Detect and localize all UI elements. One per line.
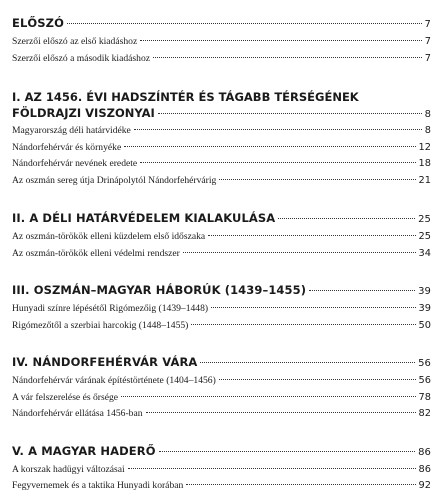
toc-entry-title: Nándorfehérvár nevének eredete [12, 158, 138, 169]
toc-page-number: 56 [418, 375, 431, 386]
toc-page-number: 82 [418, 408, 431, 419]
toc-entry-title: A vár felszerelése és őrsége [12, 391, 119, 403]
toc-entry [12, 229, 431, 246]
toc-heading-title-line2: FÖLDRAJZI VISZONYAI [12, 106, 155, 120]
toc-heading [12, 442, 431, 462]
toc-entry [12, 156, 431, 173]
toc-entry-title: A korszak hadügyi változásai [12, 463, 125, 475]
toc-page-number: 12 [418, 141, 431, 153]
toc-heading-title-line1: I. AZ 1456. ÉVI HADSZÍNTÉR ÉS TÁGABB TÉRSÉGÉNEK [12, 90, 359, 104]
toc-heading-title: III. OSZMÁN–MAGYAR HÁBORÚK (1439–1455) [12, 283, 307, 297]
toc-section-eloszo [12, 14, 431, 67]
toc-section-3 [12, 281, 431, 334]
toc-page-number: 7 [424, 19, 431, 30]
toc-page-number: 86 [418, 446, 431, 458]
toc-entry-title: Nándorfehérvár és környéke [12, 141, 122, 153]
toc-page-number: 34 [418, 247, 431, 259]
toc-heading [12, 89, 431, 123]
dot-leader [278, 218, 415, 219]
toc-section-1 [12, 89, 431, 189]
toc-entry [12, 173, 431, 190]
toc-entry-title: Nándorfehérvár várának építéstörténete (1404–1456) [12, 375, 216, 386]
toc-page-number: 56 [418, 358, 431, 369]
toc-section-5 [12, 442, 431, 495]
toc-entry [12, 373, 431, 390]
dot-leader [211, 307, 415, 308]
dot-leader [208, 235, 415, 236]
toc-page-number: 78 [418, 391, 431, 403]
dot-leader [140, 162, 415, 163]
toc-entry-title: Szerzői előszó a második kiadáshoz [12, 52, 150, 64]
toc-entry [12, 462, 431, 479]
dot-leader [309, 290, 415, 291]
dot-leader [124, 146, 415, 147]
toc-page-number: 7 [424, 52, 431, 64]
toc-section-2 [12, 209, 431, 262]
toc-entry-title: Az oszmán-törökök elleni küzdelem első időszaka [12, 231, 206, 242]
dot-leader [186, 484, 415, 485]
toc-entry-title: Fegyvernemek és a taktika Hunyadi korában [12, 480, 184, 491]
toc-heading-title: IV. NÁNDORFEHÉRVÁR VÁRA [12, 355, 198, 369]
toc-entry [12, 390, 431, 407]
toc-entry [12, 34, 431, 51]
toc-page-number: 50 [418, 319, 431, 331]
toc-heading-title: V. A MAGYAR HADERŐ [12, 443, 156, 458]
dot-leader [134, 129, 422, 130]
toc-page-number: 25 [418, 214, 431, 225]
toc-page-number: 21 [418, 174, 431, 186]
dot-leader [200, 362, 415, 363]
toc-page-number: 86 [418, 463, 431, 475]
dot-leader [191, 324, 415, 325]
toc-page-number: 8 [424, 125, 431, 136]
dot-leader [219, 179, 415, 180]
toc-entry [12, 301, 431, 318]
toc-entry-title: Az oszmán-törökök elleni védelmi rendszer [12, 247, 180, 259]
toc-heading [12, 209, 431, 229]
toc-entry [12, 406, 431, 423]
dot-leader [158, 113, 422, 114]
toc-heading [12, 14, 431, 34]
toc-entry [12, 51, 431, 68]
toc-entry-title: Az oszmán sereg útja Drinápolytól Nándorfehérvárig [12, 174, 217, 186]
dot-leader [146, 412, 416, 413]
toc-page-number: 8 [424, 109, 431, 120]
toc-entry-title: Magyarország déli határvidéke [12, 125, 131, 136]
dot-leader [121, 396, 416, 397]
toc-entry [12, 478, 431, 495]
toc-heading [12, 353, 431, 373]
toc-entry [12, 318, 431, 335]
toc-heading [12, 281, 431, 301]
toc-entry-title: Rigómezőtől a szerbiai harcokig (1448–1455) [12, 319, 189, 331]
toc-page-number: 25 [418, 231, 431, 242]
toc-page-number: 39 [418, 286, 431, 297]
toc-entry-title: Szerzői előszó az első kiadáshoz [12, 36, 138, 47]
toc-section-4 [12, 353, 431, 423]
dot-leader [140, 40, 422, 41]
toc-heading-title: II. A DÉLI HATÁRVÉDELEM KIALAKULÁSA [12, 211, 276, 225]
toc-heading-title: ELŐSZÓ [12, 16, 64, 30]
dot-leader [67, 23, 422, 24]
dot-leader [128, 468, 416, 469]
toc-page-number: 18 [418, 158, 431, 169]
toc-entry [12, 140, 431, 157]
dot-leader [183, 252, 416, 253]
toc-page-number: 92 [418, 480, 431, 491]
toc-entry-title: Nándorfehérvár ellátása 1456-ban [12, 408, 143, 419]
dot-leader [159, 451, 415, 452]
toc-entry [12, 123, 431, 140]
toc-page-number: 39 [418, 303, 431, 314]
toc-entry-title: Hunyadi színre lépésétől Rigómezőig (1439–1448) [12, 303, 209, 314]
toc-page-number: 7 [424, 36, 431, 47]
dot-leader [219, 379, 416, 380]
toc-entry [12, 246, 431, 263]
dot-leader [153, 57, 422, 58]
